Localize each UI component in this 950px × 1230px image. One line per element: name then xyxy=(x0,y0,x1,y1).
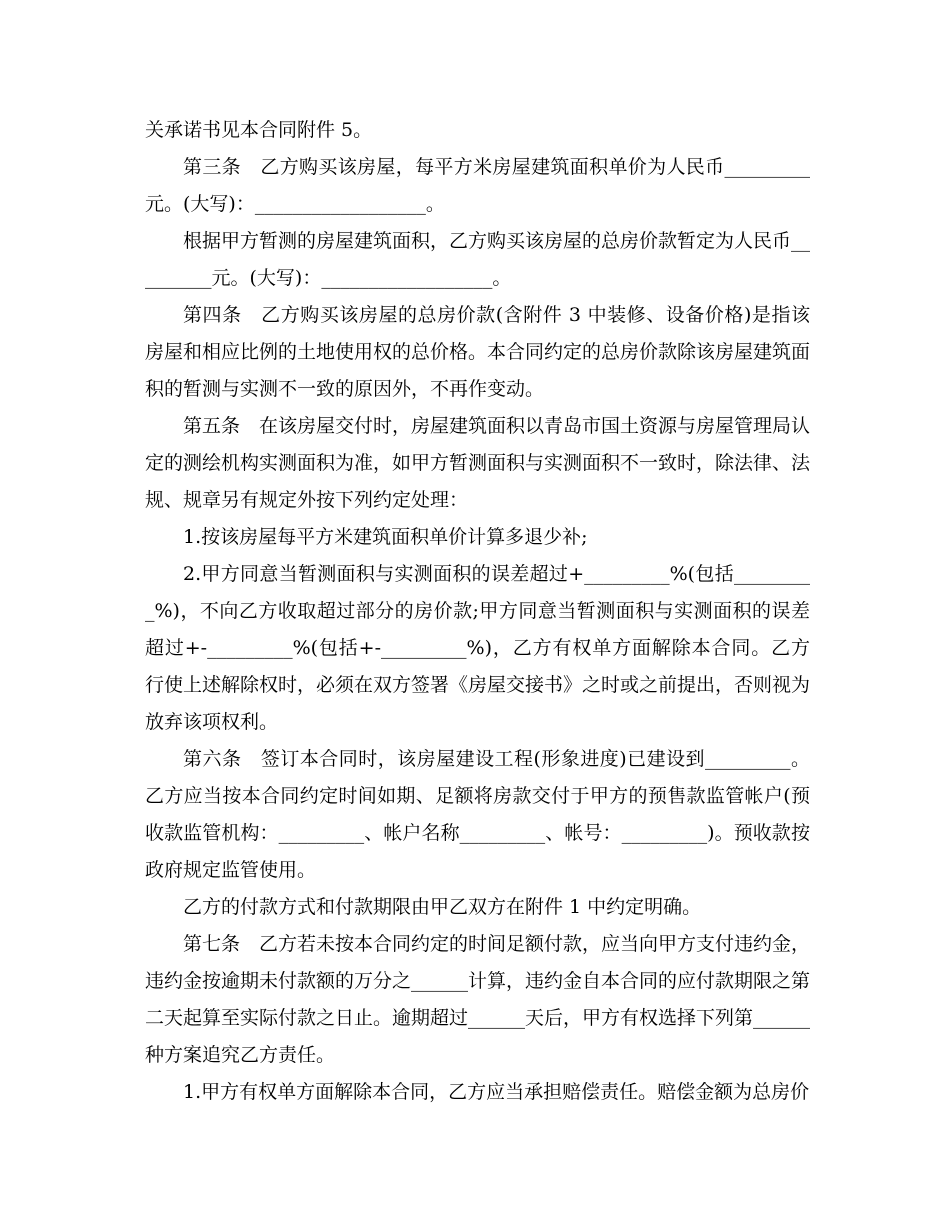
paragraph-item-1-refund: 1.按该房屋每平方米建筑面积单价计算多退少补; xyxy=(183,526,588,548)
contract-body xyxy=(145,112,810,1111)
paragraph-payment-method: 乙方的付款方式和付款期限由甲乙双方在附件 1 中约定明确。 xyxy=(183,896,702,918)
paragraph-appendix-note: 关承诺书见本合同附件 5。 xyxy=(145,119,373,141)
paragraph-article-4: 第四条 乙方购买该房屋的总房价款(含附件 3 中装修、设备价格)是指该房屋和相应比例的土地使用权的总价格。本合同约定的总房价款除该房屋建筑面积的暂测与实测不一致的原因外，不再作变动。 xyxy=(145,304,811,400)
paragraph-article-3: 第三条 乙方购买该房屋，每平方米房屋建筑面积单价为人民币_________元。(大写)：__________________。 xyxy=(145,156,810,215)
paragraph-item-1-termination: 1.甲方有权单方面解除本合同，乙方应当承担赔偿责任。赔偿金额为总房价 xyxy=(183,1081,810,1103)
paragraph-article-7: 第七条 乙方若未按本合同约定的时间足额付款，应当向甲方支付违约金，违约金按逾期未付款额的万分之______计算，违约金自本合同的应付款期限之第二天起算至实际付款之日止。逾期超过______天后，甲方有权选择下列第______种方案追究乙方责任。 xyxy=(145,933,811,1066)
paragraph-item-2-area-error: 2.甲方同意当暂测面积与实测面积的误差超过+_________%(包括_________%)，不向乙方收取超过部分的房价款;甲方同意当暂测面积与实测面积的误差超过+-_________%(包括+-_________%)，乙方有权单方面解除本合同。乙方行使上述解除权时，必须在双方签署《房屋交接书》之时或之前提出，否则视为放弃该项权利。 xyxy=(145,563,811,733)
paragraph-article-5: 第五条 在该房屋交付时，房屋建筑面积以青岛市国土资源与房屋管理局认定的测绘机构实测面积为准，如甲方暂测面积与实测面积不一致时，除法律、法规、规章另有规定外按下列约定处理： xyxy=(145,415,811,511)
paragraph-article-6: 第六条 签订本合同时，该房屋建设工程(形象进度)已建设到_________。乙方应当按本合同约定时间如期、足额将房款交付于甲方的预售款监管帐户(预收款监管机构：_________、帐户名称_________、帐号：_________)。预收款按政府规定监管使用。 xyxy=(145,748,810,881)
paragraph-total-price: 根据甲方暂测的房屋建筑面积，乙方购买该房屋的总房价款暂定为人民币_________元。(大写)：__________________。 xyxy=(145,230,811,289)
